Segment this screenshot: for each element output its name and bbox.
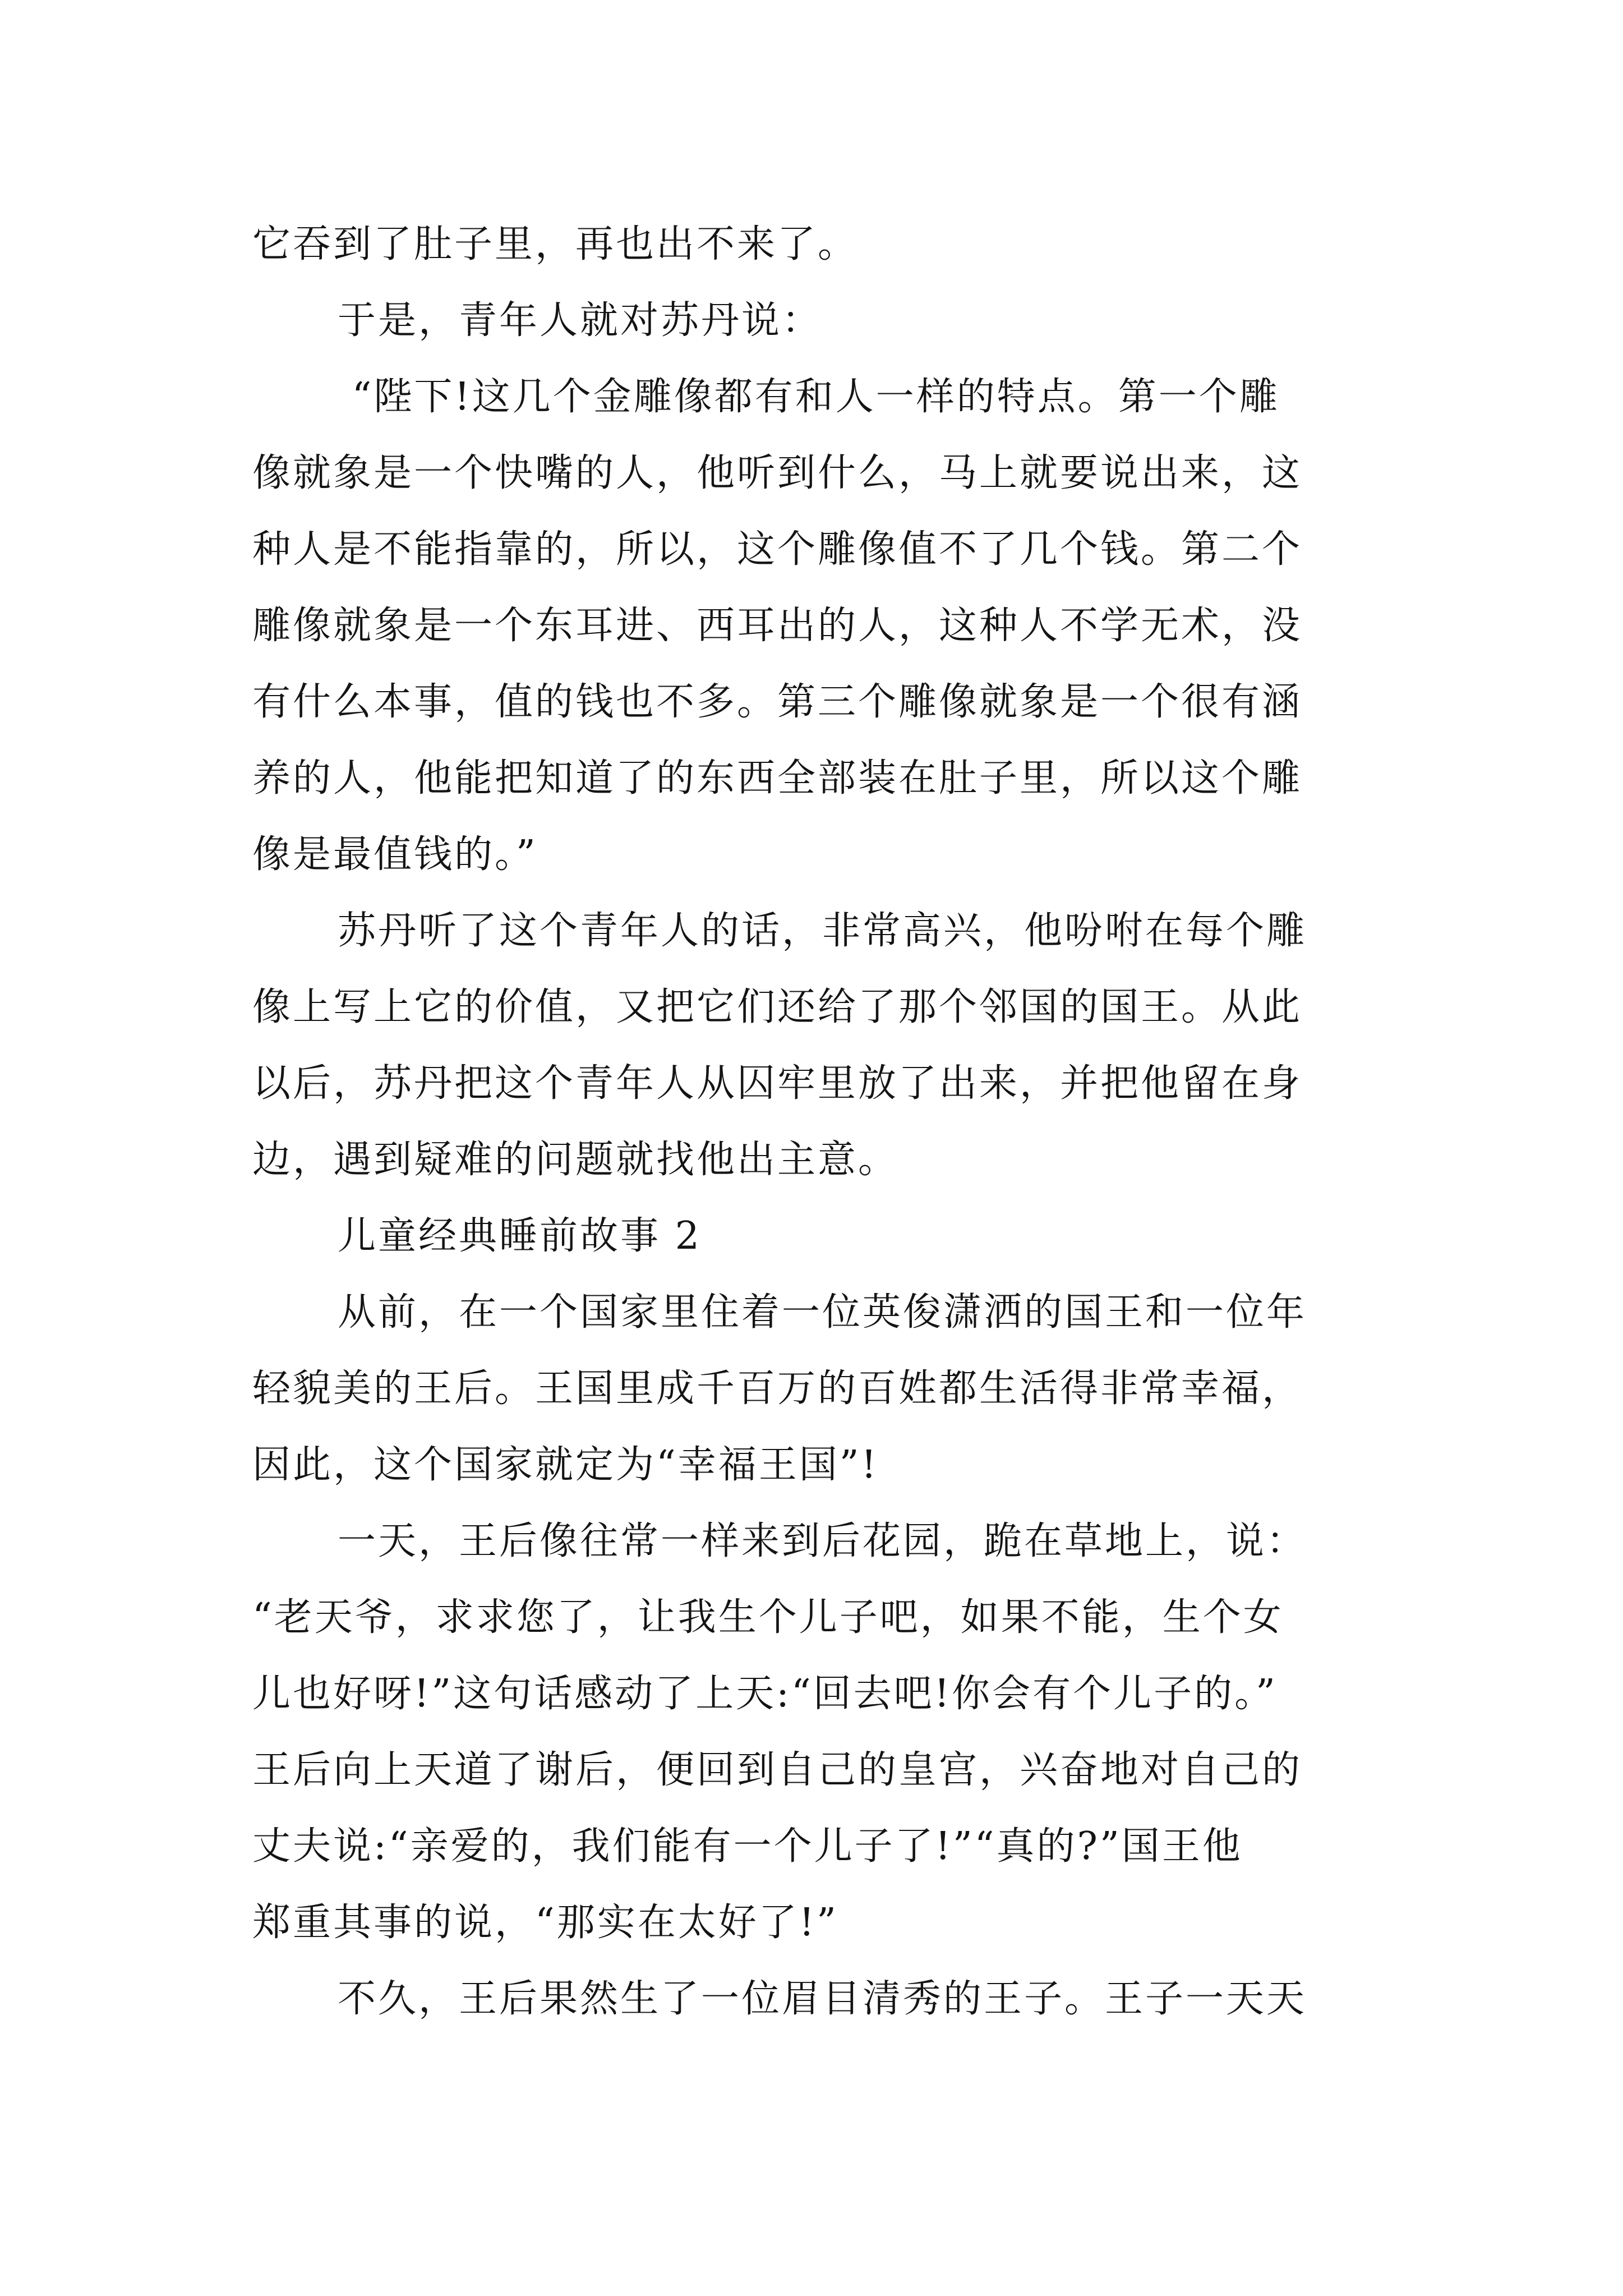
text-line: 一天，王后像往常一样来到后花园，跪在草地上，说： — [338, 1519, 1307, 1563]
text-line: 王后向上天道了谢后，便回到自己的皇宫，兴奋地对自己的 — [252, 1748, 1303, 1792]
text-line: 因此，这个国家就定为“幸福王国”! — [252, 1443, 879, 1487]
text-line: 儿也好呀!”这句话感动了上天:“回去吧!你会有个儿子的。” — [252, 1672, 1278, 1716]
text-line: 像上写上它的价值，又把它们还给了那个邻国的国王。从此 — [252, 985, 1303, 1029]
text-line: “陛下!这几个金雕像都有和人一样的特点。第一个雕 — [338, 375, 1280, 419]
document-body — [252, 206, 1391, 2037]
text-line: 轻貌美的王后。王国里成千百万的百姓都生活得非常幸福， — [252, 1366, 1303, 1411]
text-line: “老天爷，求求您了，让我生个儿子吧，如果不能，生个女 — [252, 1595, 1284, 1640]
text-line: 于是，青年人就对苏丹说： — [338, 298, 823, 343]
text-line: 苏丹听了这个青年人的话，非常高兴，他吩咐在每个雕 — [338, 909, 1307, 953]
text-line: 以后，苏丹把这个青年人从囚牢里放了出来，并把他留在身 — [252, 1061, 1303, 1106]
text-line: 雕像就象是一个东耳进、西耳出的人，这种人不学无术，没 — [252, 604, 1303, 648]
text-line: 不久，王后果然生了一位眉目清秀的王子。王子一天天 — [338, 1977, 1307, 2021]
text-line: 种人是不能指靠的，所以，这个雕像值不了几个钱。第二个 — [252, 527, 1303, 572]
text-line: 它吞到了肚子里，再也出不来了。 — [252, 222, 859, 266]
section-heading: 儿童经典睡前故事 2 — [338, 1214, 702, 1258]
text-line: 像就象是一个快嘴的人，他听到什么，马上就要说出来，这 — [252, 451, 1303, 495]
text-line: 边，遇到疑难的问题就找他出主意。 — [252, 1138, 899, 1182]
text-line: 从前，在一个国家里住着一位英俊潇洒的国王和一位年 — [338, 1290, 1307, 1335]
text-line: 像是最值钱的。” — [252, 832, 538, 877]
text-line: 有什么本事，值的钱也不多。第三个雕像就象是一个很有涵 — [252, 680, 1303, 724]
text-line: 丈夫说:“亲爱的，我们能有一个儿子了!”“真的?”国王他 — [252, 1824, 1243, 1869]
text-line: 郑重其事的说，“那实在太好了!” — [252, 1901, 838, 1945]
text-line: 养的人，他能把知道了的东西全部装在肚子里，所以这个雕 — [252, 756, 1303, 800]
